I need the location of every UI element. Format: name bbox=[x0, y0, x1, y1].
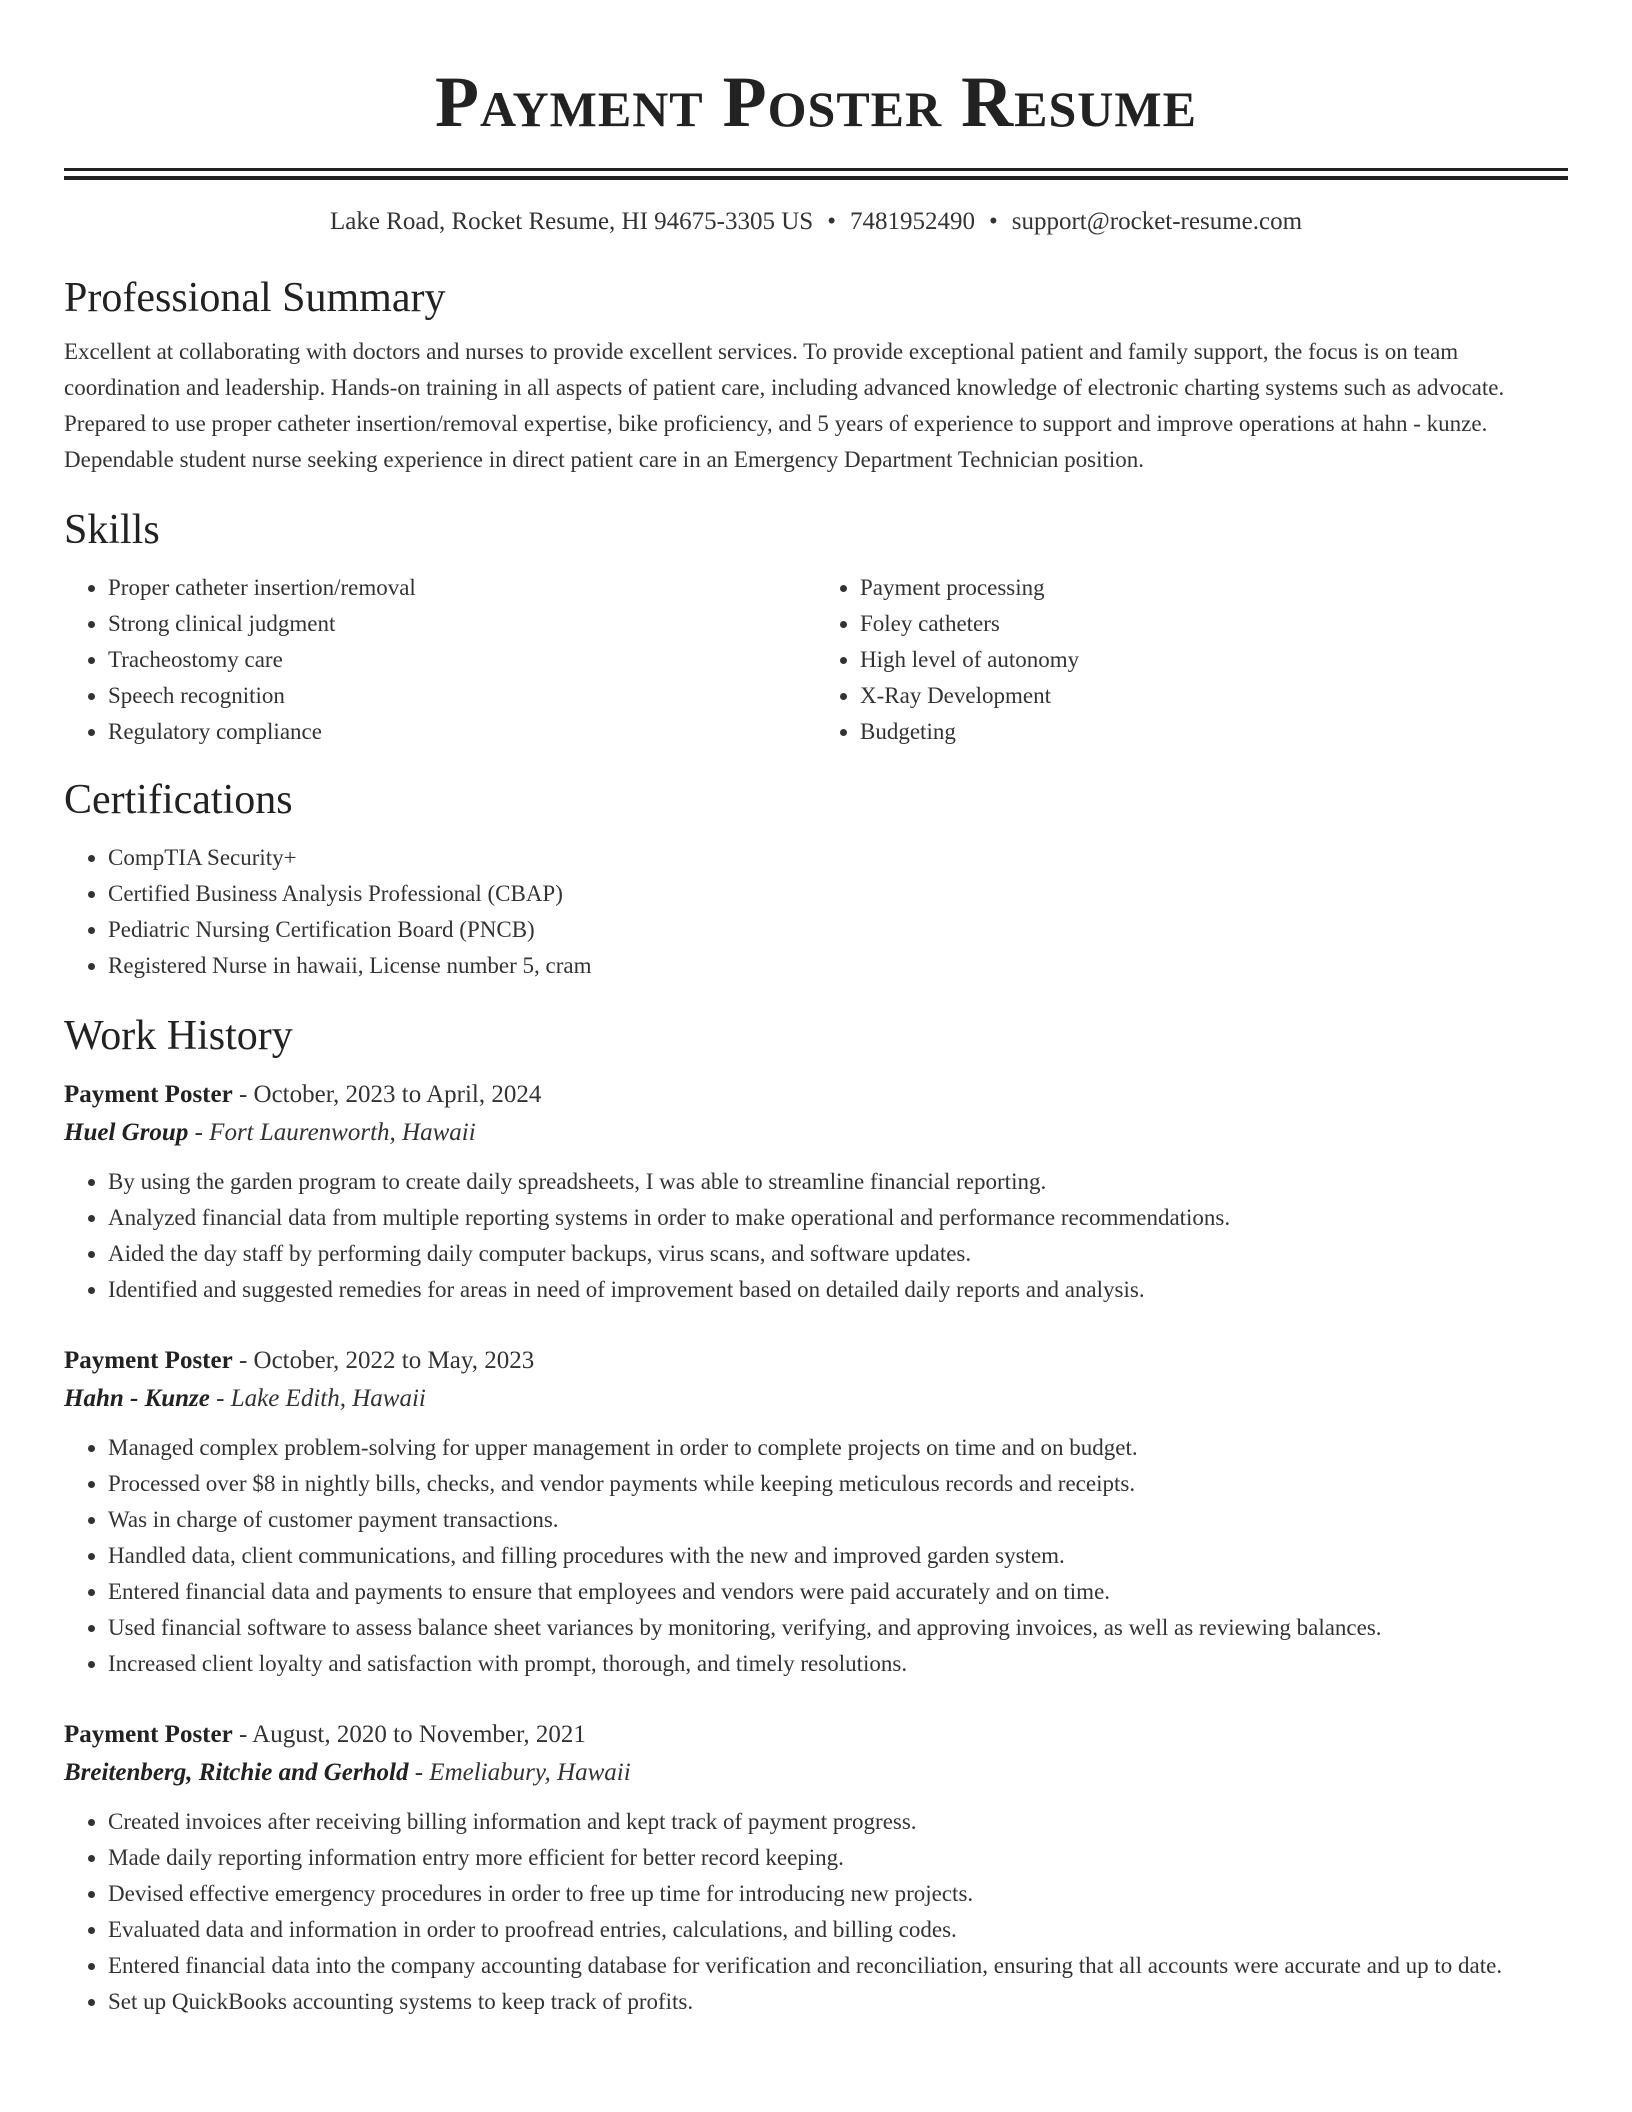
certification-item: • Pediatric Nursing Certification Board (PNCB) bbox=[108, 912, 1568, 948]
skill-item: • Tracheostomy care bbox=[108, 642, 816, 678]
resume-title: Payment Poster Resume bbox=[435, 62, 1197, 142]
job-bullet: • Was in charge of customer payment transactions. bbox=[108, 1502, 1568, 1538]
job-company-line bbox=[64, 1114, 1568, 1152]
job-bullets bbox=[64, 1430, 1568, 1682]
certifications-list bbox=[64, 840, 1568, 984]
job-bullet: • Processed over $8 in nightly bills, checks, and vendor payments while keeping meticulous records and receipts. bbox=[108, 1466, 1568, 1502]
skill-item: • Payment processing bbox=[860, 570, 1568, 606]
job-company: Breitenberg, Ritchie and Gerhold bbox=[64, 1759, 409, 1786]
job-title: Payment Poster bbox=[64, 1081, 233, 1108]
job-bullet: • Created invoices after receiving billing information and kept track of payment progress. bbox=[108, 1804, 1568, 1840]
job-bullet: • Handled data, client communications, and filling procedures with the new and improved garden system. bbox=[108, 1538, 1568, 1574]
job-bullet: • By using the garden program to create daily spreadsheets, I was able to streamline financial reporting. bbox=[108, 1164, 1568, 1200]
job-bullet: • Evaluated data and information in order to proofread entries, calculations, and billing codes. bbox=[108, 1912, 1568, 1948]
job-title-line bbox=[64, 1716, 1568, 1754]
job-entry bbox=[64, 1076, 1568, 1308]
skill-item: • Budgeting bbox=[860, 714, 1568, 750]
job-bullet: • Devised effective emergency procedures in order to free up time for introducing new projects. bbox=[108, 1876, 1568, 1912]
skill-item: • Strong clinical judgment bbox=[108, 606, 816, 642]
contact-address: Lake Road, Rocket Resume, HI 94675-3305 US bbox=[329, 208, 814, 235]
job-bullet: • Made daily reporting information entry more efficient for better record keeping. bbox=[108, 1840, 1568, 1876]
summary-text: Excellent at collaborating with doctors and nurses to provide excellent services. To provide exceptional patient and family support, the focus is on team coordination and leadership. Hands-on training in all aspects of patient care, including advanced knowledge of electronic charting systems such as advocate. Prepared to use proper catheter insertion/removal expertise, bike proficiency, and 5 years of experience to support and improve operations at hahn - kunze. Dependable student nurse seeking experience in direct patient care in an Emergency Department Technician position. bbox=[64, 339, 1505, 472]
skills-list-left bbox=[64, 570, 816, 750]
job-bullet: • Used financial software to assess balance sheet variances by monitoring, verifying, and approving invoices, as well as reviewing balances. bbox=[108, 1610, 1568, 1646]
job-bullets bbox=[64, 1164, 1568, 1308]
skill-item: • Foley catheters bbox=[860, 606, 1568, 642]
skill-item: • Speech recognition bbox=[108, 678, 816, 714]
job-dates: - October, 2023 to April, 2024 bbox=[232, 1081, 542, 1108]
contact-phone: 7481952490 bbox=[849, 208, 975, 235]
title-divider-top bbox=[64, 168, 1568, 171]
skills-heading: Skills bbox=[64, 507, 160, 553]
skills-columns bbox=[64, 570, 1568, 750]
job-dates: - August, 2020 to November, 2021 bbox=[232, 1721, 586, 1748]
contact-line bbox=[64, 206, 1568, 238]
job-bullets bbox=[64, 1804, 1568, 2020]
job-company: Hahn - Kunze bbox=[64, 1385, 210, 1412]
certification-item: • Certified Business Analysis Professional (CBAP) bbox=[108, 876, 1568, 912]
job-title: Payment Poster bbox=[64, 1721, 233, 1748]
certification-item: • CompTIA Security+ bbox=[108, 840, 1568, 876]
certifications-heading: Certifications bbox=[64, 777, 293, 823]
contact-separator: • bbox=[827, 208, 836, 235]
job-title: Payment Poster bbox=[64, 1347, 233, 1374]
job-bullet: • Identified and suggested remedies for areas in need of improvement based on detailed daily reports and analysis. bbox=[108, 1272, 1568, 1308]
job-bullet: • Aided the day staff by performing daily computer backups, virus scans, and software updates. bbox=[108, 1236, 1568, 1272]
job-bullet: • Entered financial data and payments to ensure that employees and vendors were paid accurately and on time. bbox=[108, 1574, 1568, 1610]
job-bullet: • Managed complex problem-solving for upper management in order to complete projects on time and on budget. bbox=[108, 1430, 1568, 1466]
job-entry bbox=[64, 1342, 1568, 1682]
title-divider-bottom bbox=[64, 176, 1568, 180]
job-company-line bbox=[64, 1380, 1568, 1418]
job-company-line bbox=[64, 1754, 1568, 1792]
skill-item: • X-Ray Development bbox=[860, 678, 1568, 714]
contact-separator: • bbox=[988, 208, 998, 235]
job-bullet: • Increased client loyalty and satisfaction with prompt, thorough, and timely resolutions. bbox=[108, 1646, 1568, 1682]
job-dates: - October, 2022 to May, 2023 bbox=[232, 1347, 535, 1374]
job-title-line bbox=[64, 1076, 1568, 1114]
job-title-line bbox=[64, 1342, 1568, 1380]
job-location: - Emeliabury, Hawaii bbox=[408, 1759, 631, 1786]
contact-email: support@rocket-resume.com bbox=[1011, 208, 1303, 235]
skill-item: • High level of autonomy bbox=[860, 642, 1568, 678]
job-location: - Lake Edith, Hawaii bbox=[209, 1385, 426, 1412]
job-bullet: • Set up QuickBooks accounting systems to keep track of profits. bbox=[108, 1984, 1568, 2020]
skill-item: • Regulatory compliance bbox=[108, 714, 816, 750]
summary-heading: Professional Summary bbox=[64, 275, 446, 321]
skills-list-right bbox=[816, 570, 1568, 750]
job-bullet: • Analyzed financial data from multiple reporting systems in order to make operational and performance recommendations. bbox=[108, 1200, 1568, 1236]
job-entry bbox=[64, 1716, 1568, 2020]
job-company: Huel Group bbox=[64, 1119, 189, 1146]
job-bullet: • Entered financial data into the company accounting database for verification and reconciliation, ensuring that all accounts were accurate and up to date. bbox=[108, 1948, 1568, 1984]
certification-item: • Registered Nurse in hawaii, License number 5, cram bbox=[108, 948, 1568, 984]
work-history-heading: Work History bbox=[64, 1013, 293, 1059]
skill-item: • Proper catheter insertion/removal bbox=[108, 570, 816, 606]
job-location: - Fort Laurenworth, Hawaii bbox=[188, 1119, 476, 1146]
